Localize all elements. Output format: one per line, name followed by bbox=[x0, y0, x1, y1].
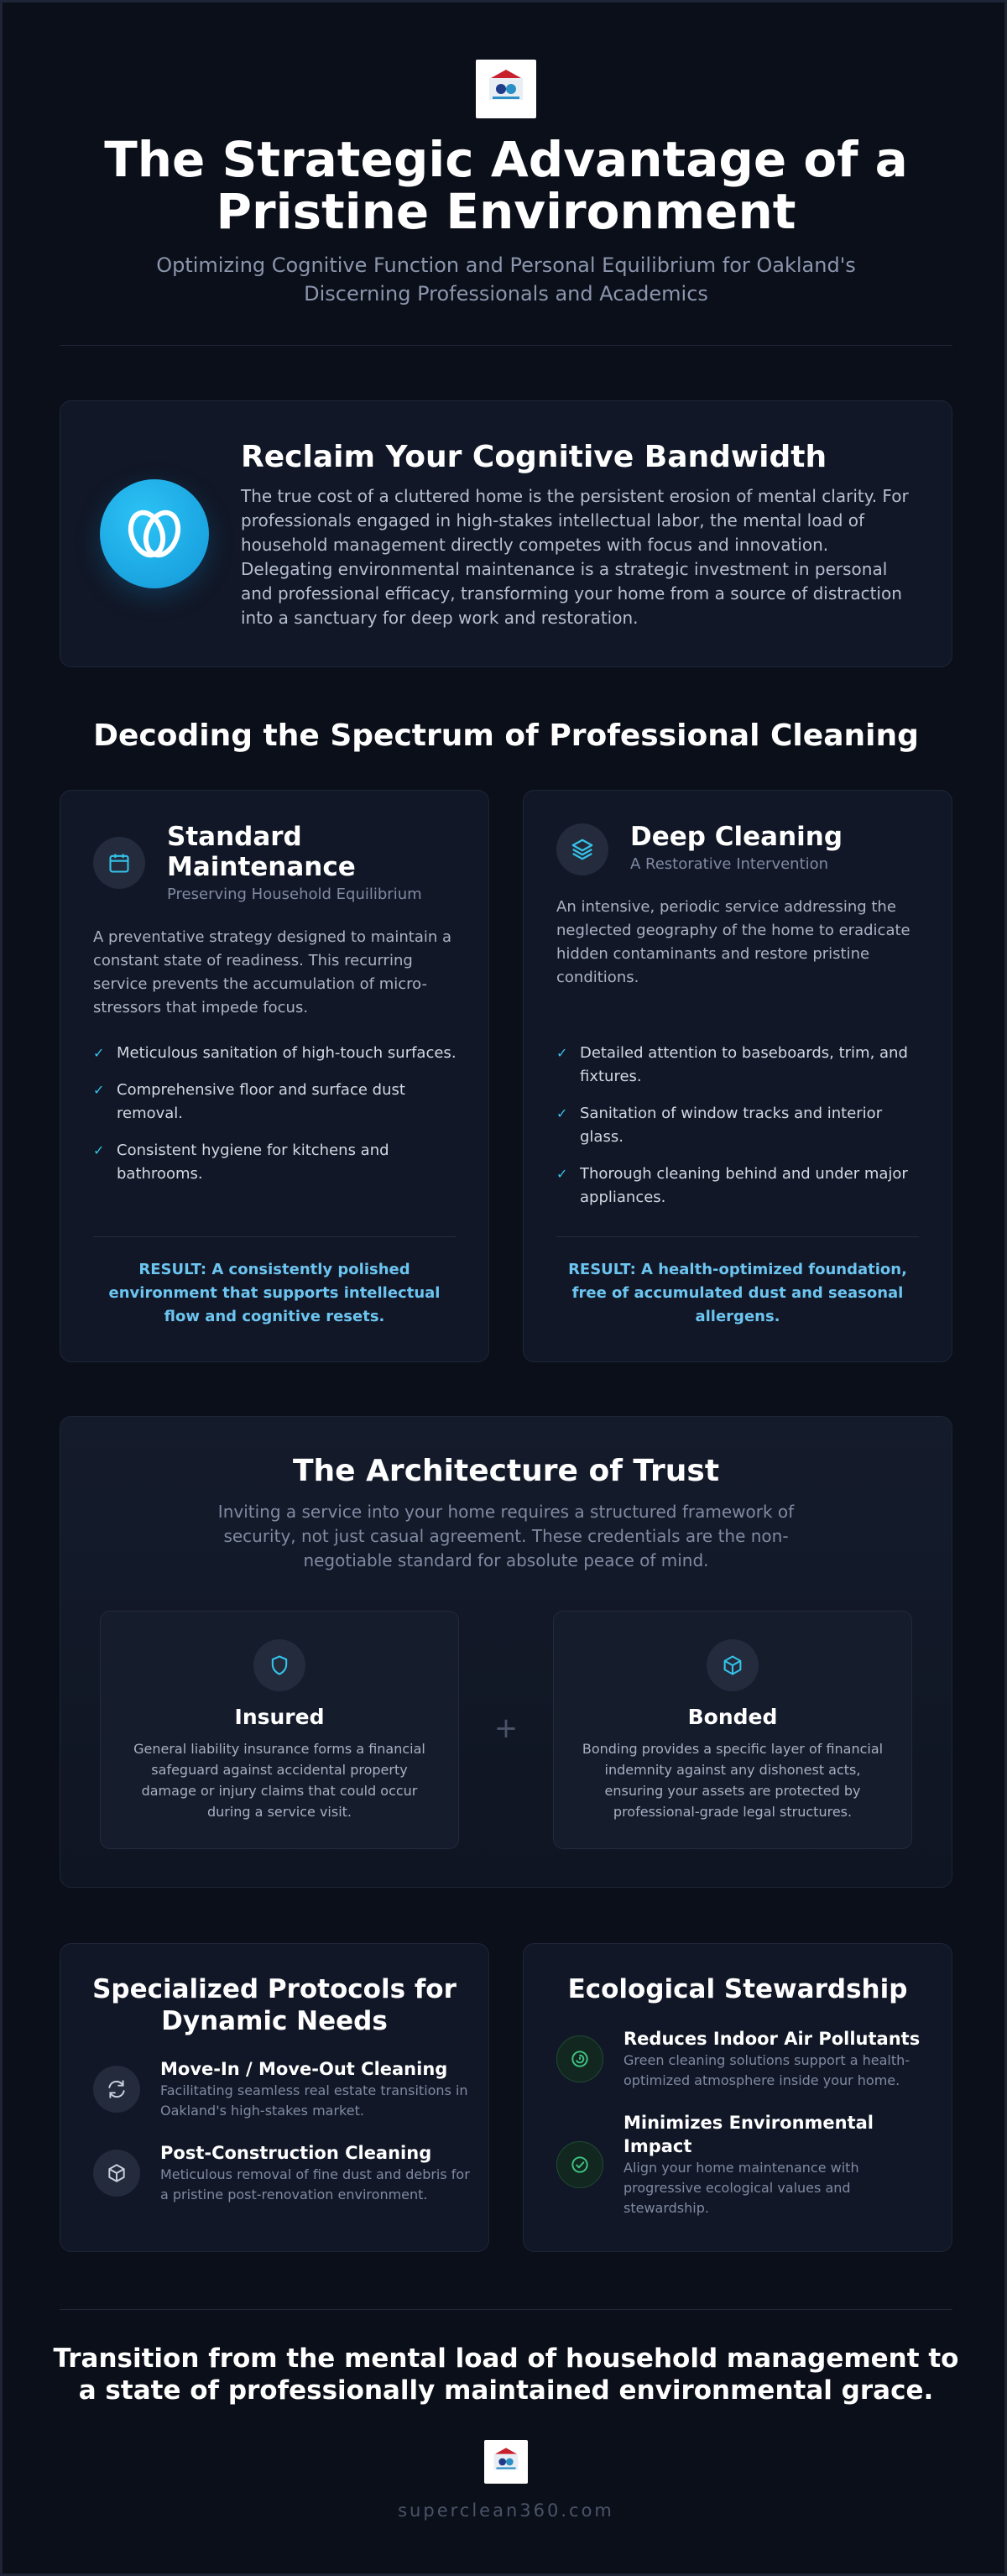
page-subtitle: Optimizing Cognitive Function and Personal Equilibrium for Oakland's Discerning Professionals and Academics bbox=[156, 253, 856, 306]
insured-title: Insured bbox=[234, 1705, 325, 1729]
deep-subtitle: A Restorative Intervention bbox=[630, 855, 829, 873]
layers-icon bbox=[556, 823, 608, 875]
page-title: The Strategic Advantage of a Pristine Environment bbox=[104, 131, 908, 240]
eco-item-impact-body: Align your home maintenance with progressive ecological values and stewardship. bbox=[624, 2160, 859, 2216]
cube-icon bbox=[707, 1639, 759, 1691]
reclaim-icon bbox=[100, 479, 209, 588]
eco-item-air-body: Green cleaning solutions support a health-optimized atmosphere inside your home. bbox=[624, 2052, 910, 2088]
protocol-item-construction-body: Meticulous removal of fine dust and debris for a pristine post-renovation environment. bbox=[160, 2166, 470, 2202]
footer-divider bbox=[60, 2309, 952, 2310]
refresh-icon bbox=[93, 2066, 140, 2113]
bonded-title: Bonded bbox=[687, 1705, 778, 1729]
header-divider bbox=[60, 345, 952, 346]
list-item: ✓ Sanitation of window tracks and interior glass. bbox=[556, 1102, 926, 1149]
deep-result: RESULT: A health-optimized foundation, free of accumulated dust and seasonal allergens. bbox=[568, 1261, 907, 1325]
list-item: ✓ Meticulous sanitation of high-touch surfaces. bbox=[93, 1042, 462, 1065]
logo bbox=[476, 60, 536, 118]
spectrum-title: Decoding the Spectrum of Professional Cleaning bbox=[93, 718, 919, 753]
check-icon: ✓ bbox=[93, 1045, 105, 1061]
list-item: ✓ Comprehensive floor and surface dust removal. bbox=[93, 1079, 462, 1126]
standard-checklist bbox=[93, 1042, 462, 1199]
check-circle-icon bbox=[556, 2141, 603, 2188]
protocols-title: Specialized Protocols for Dynamic Needs bbox=[92, 1974, 457, 2036]
shield-icon bbox=[253, 1639, 305, 1691]
eco-item-air-title: Reduces Indoor Air Pollutants bbox=[624, 2029, 921, 2049]
check-icon: ✓ bbox=[556, 1105, 568, 1121]
trust-subtitle: Inviting a service into your home requires a structured framework of security, not just casual agreement. These credentials are the non-negotiable standard for absolute peace of mind. bbox=[217, 1502, 795, 1570]
insured-body: General liability insurance forms a financial safeguard against accidental property damage or injury claims that could occur during a service visit. bbox=[133, 1741, 425, 1820]
protocol-item-move-body: Facilitating seamless real estate transitions in Oakland's high-stakes market. bbox=[160, 2082, 468, 2119]
list-item: ✓ Detailed attention to baseboards, trim, and fixtures. bbox=[556, 1042, 926, 1089]
check-icon: ✓ bbox=[556, 1166, 568, 1182]
deep-checklist bbox=[556, 1042, 926, 1223]
protocol-item-construction-title: Post-Construction Cleaning bbox=[160, 2143, 432, 2163]
trust-title: The Architecture of Trust bbox=[292, 1454, 720, 1488]
check-icon: ✓ bbox=[93, 1082, 105, 1098]
standard-result: RESULT: A consistently polished environment that supports intellectual flow and cognitive resets. bbox=[108, 1261, 441, 1325]
plus-sign: + bbox=[493, 1711, 519, 1745]
calendar-icon bbox=[93, 837, 145, 889]
standard-description: A preventative strategy designed to maintain a constant state of readiness. This recurring service prevents the accumulation of micro-stressors that impede focus. bbox=[93, 928, 452, 1016]
reclaim-title: Reclaim Your Cognitive Bandwidth bbox=[241, 440, 827, 474]
standard-divider bbox=[93, 1236, 456, 1237]
list-item: ✓ Consistent hygiene for kitchens and bathrooms. bbox=[93, 1139, 462, 1186]
deep-title: Deep Cleaning bbox=[630, 822, 843, 852]
standard-subtitle: Preserving Household Equilibrium bbox=[167, 886, 422, 903]
bonded-body: Bonding provides a specific layer of financial indemnity against any dishonest acts, ensuring your assets are protected by professional-grade legal structures. bbox=[582, 1741, 884, 1820]
check-icon: ✓ bbox=[93, 1142, 105, 1158]
footer-logo bbox=[484, 2440, 528, 2484]
deep-description: An intensive, periodic service addressing the neglected geography of the home to eradicate hidden contaminants and restore pristine conditions. bbox=[556, 898, 910, 986]
box-icon bbox=[93, 2150, 140, 2197]
reclaim-body: The true cost of a cluttered home is the persistent erosion of mental clarity. For professionals engaged in high-stakes intellectual labor, the mental load of household management directly competes with focus and innovation. Delegating environmental maintenance is a strategic investment in personal and professional efficacy, transforming your home from a source of distraction into a sanctuary for deep work and restoration. bbox=[241, 486, 909, 628]
leaf-icon bbox=[556, 2035, 603, 2082]
website-link[interactable]: superclean360.com bbox=[398, 2500, 614, 2521]
protocol-item-move-title: Move-In / Move-Out Cleaning bbox=[160, 2059, 448, 2079]
eco-item-impact-title: Minimizes Environmental Impact bbox=[624, 2113, 874, 2156]
standard-title: Standard Maintenance bbox=[167, 822, 356, 882]
closing-statement: Transition from the mental load of household management to a state of professionally maintained environmental grace. bbox=[53, 2343, 959, 2406]
check-icon: ✓ bbox=[556, 1045, 568, 1061]
list-item: ✓ Thorough cleaning behind and under major appliances. bbox=[556, 1163, 926, 1210]
ecology-title: Ecological Stewardship bbox=[567, 1974, 908, 2004]
deep-divider bbox=[556, 1236, 919, 1237]
